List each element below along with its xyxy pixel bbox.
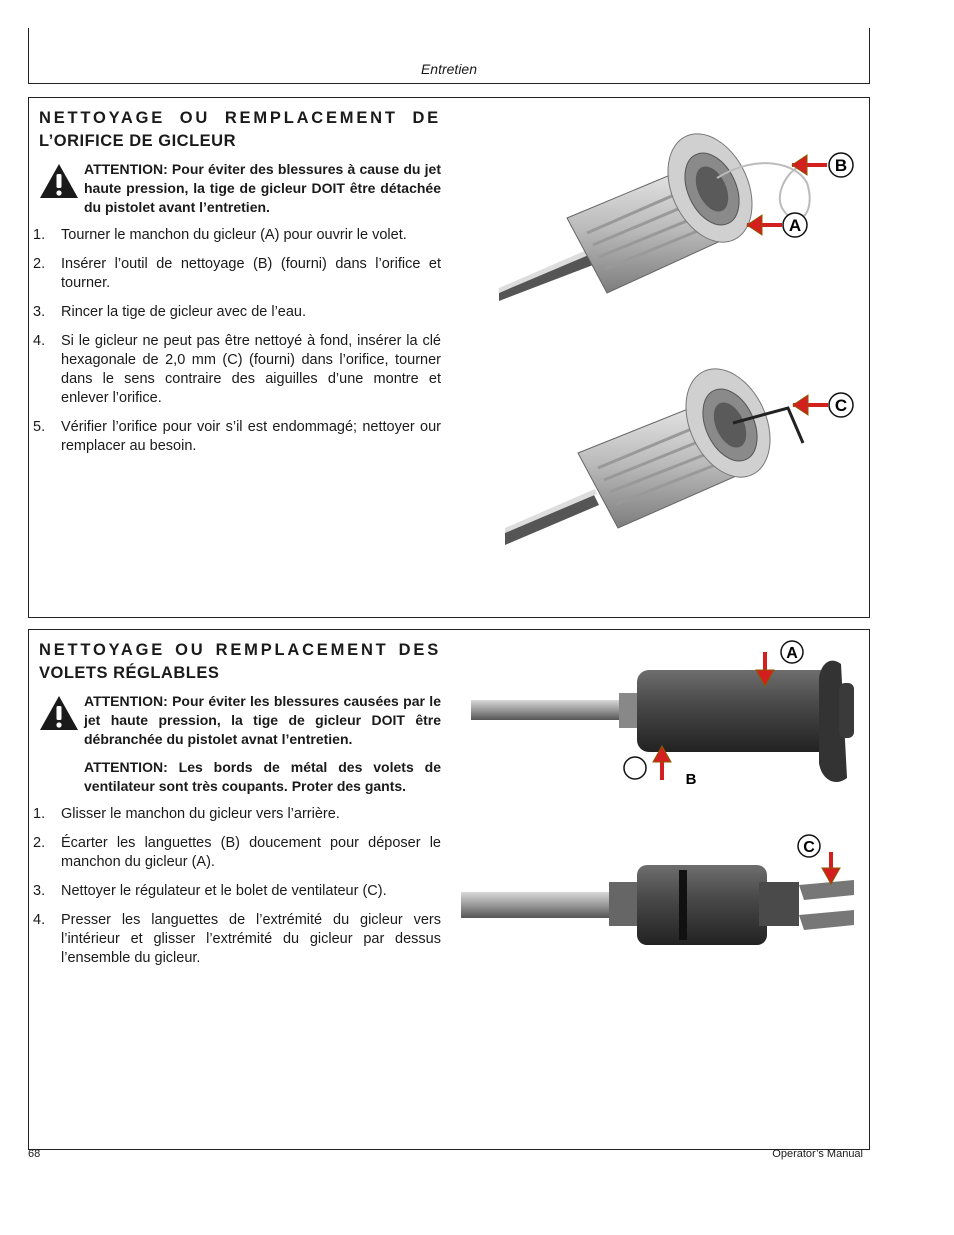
label-b: B (834, 156, 848, 175)
list-item: 3. Nettoyer le régulateur et le bolet de ventilateur (C). (33, 883, 387, 899)
page-header-title: Entretien (420, 61, 478, 77)
list-item: 1. Tourner le manchon du gicleur (A) pour ouvrir le volet. (33, 227, 407, 243)
list-item: 4. Si le gicleur ne peut pas être nettoyé à fond, insérer la clé hexagonale de 2,0 mm (C) (fourni) dans l’orifice, tourner dans le sens contraire des aiguilles d’une montre et enlever l’orifice. (33, 333, 441, 406)
section1-text-column (33, 107, 441, 466)
label-a: A (788, 216, 802, 235)
label-c: C (803, 839, 815, 856)
warning-triangle-icon (39, 163, 79, 199)
list-item: 3. Rincer la tige de gicleur avec de l’eau. (33, 304, 307, 320)
section2-steps (33, 805, 441, 968)
section-nozzle-orifice (28, 97, 870, 618)
page-number: 68 (28, 1148, 41, 1160)
label-a: A (786, 645, 798, 662)
caution-text-2: ATTENTION: Les bords de métal des volets de ventilateur sont très coupants. Proter des gants. (84, 759, 441, 794)
fan-vane-photo (459, 830, 869, 960)
list-item: 2. Écarter les languettes (B) doucement pour déposer le manchon du gicleur (A). (33, 835, 441, 870)
label-b: B (685, 771, 697, 788)
label-c: C (834, 396, 848, 415)
caution-text: ATTENTION: Pour éviter des blessures à cause du jet haute pression, la tige de gicleur DOIT être détachée du pistolet avant l’entretien. (84, 161, 441, 215)
nozzle-sleeve-photo (469, 638, 869, 798)
list-item: 4. Presser les languettes de l’extrémité du gicleur vers l’intérieur et glisser l’extrémité du gicleur par dessus l’ensemble du gicleur. (33, 912, 441, 966)
section2-text-column (33, 639, 441, 978)
caution-text-1: ATTENTION: Pour éviter les blessures causées par le jet haute pression, la tige de gicleur DOIT être débranchée du pistolet avnat l’entretien. (84, 693, 441, 747)
list-item: 5. Vérifier l’orifice pour voir s’il est endommagé; nettoyer our remplacer au besoin. (33, 419, 441, 454)
nozzle-photo-hex-key (503, 363, 867, 548)
list-item: 1. Glisser le manchon du gicleur vers l’arrière. (33, 806, 340, 822)
section1-caution (39, 160, 441, 217)
header-box (28, 28, 870, 84)
list-item: 2. Insérer l’outil de nettoyage (B) (fourni) dans l’orifice et tourner. (33, 256, 441, 291)
section1-title: NETTOYAGE OU REMPLACEMENT DE L’ORIFICE DE GICLEUR (39, 109, 441, 150)
nozzle-photo-cleaning-tool (497, 123, 867, 333)
section-adjustable-vanes (28, 629, 870, 1150)
section2-caution (39, 692, 441, 796)
warning-triangle-icon (39, 695, 79, 731)
section2-title: NETTOYAGE OU REMPLACEMENT DES VOLETS RÉGLABLES (39, 641, 441, 682)
manual-title: Operator’s Manual (772, 1148, 863, 1160)
section1-steps (33, 226, 441, 456)
